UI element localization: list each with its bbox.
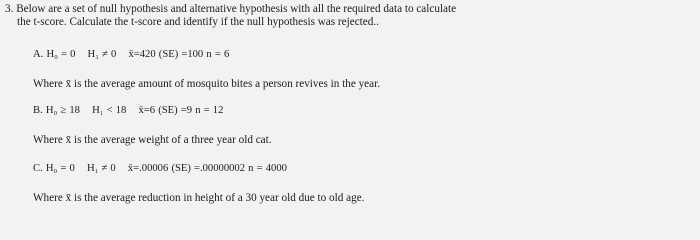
part-c-xbar: x̄ [127, 163, 134, 174]
part-a-params [33, 48, 229, 61]
part-a-xbar-value: =420 [133, 49, 156, 60]
part-a-label: A. [33, 49, 44, 60]
part-b-se: (SE) =9 [158, 105, 193, 116]
part-b-where: Where x̄ is the average weight of a three year old cat. [33, 134, 272, 146]
part-c-params [33, 162, 287, 175]
question-text-1: Below are a set of null hypothesis and alternative hypothesis with all the required data to calculate [16, 3, 457, 15]
part-a-se: (SE) =100 [158, 49, 204, 60]
part-c-label: C. [33, 163, 43, 174]
part-a-where: Where x̄ is the average amount of mosquito bites a person revives in the year. [33, 78, 381, 90]
part-b-h1: H₁ < 18 [92, 105, 127, 116]
part-b-xbar: x̄ [138, 105, 144, 116]
part-b-label: B. [33, 105, 43, 116]
question-line-1 [5, 3, 456, 16]
part-b-params [33, 104, 223, 117]
part-a-h0: H₀ = 0 [46, 49, 76, 60]
part-c-where: Where x̄ is the average reduction in height of a 30 year old due to old age. [33, 192, 365, 204]
part-c-se: (SE) =.00000002 [171, 163, 246, 174]
part-a-n: n = 6 [206, 49, 230, 60]
part-c-h1: H₁ ≠ 0 [86, 163, 116, 174]
question-number: 3. [5, 3, 14, 15]
part-b-xbar-value: =6 [143, 105, 156, 116]
part-a-xbar: x̄ [128, 49, 134, 60]
part-c-n: n = 4000 [248, 163, 287, 174]
part-b-n: n = 12 [195, 105, 224, 116]
part-a-h1: H₁ ≠ 0 [87, 49, 117, 60]
question-text-2: the t-score. Calculate the t-score and identify if the null hypothesis was rejected.. [17, 16, 379, 28]
part-b-h0: H₀ ≥ 18 [45, 105, 80, 116]
part-c-xbar-value: =.00006 [133, 163, 169, 174]
part-c-h0: H₀ = 0 [45, 163, 75, 174]
